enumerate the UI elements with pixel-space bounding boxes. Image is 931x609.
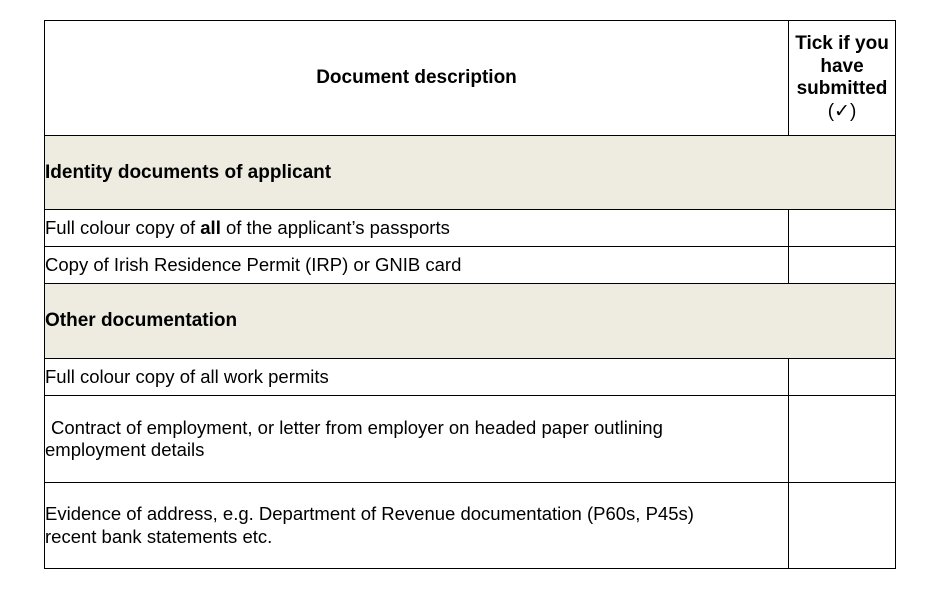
tick-header-line-1: Tick if you bbox=[795, 33, 889, 54]
document-description-cell: Full colour copy of all work permits bbox=[45, 359, 789, 396]
section-title-other: Other documentation bbox=[45, 284, 896, 359]
tick-header-line-2: have bbox=[820, 55, 864, 77]
document-description-cell bbox=[45, 210, 789, 247]
section-title-identity: Identity documents of applicant bbox=[45, 136, 896, 210]
desc-line-1: Evidence of address, e.g. Department of Revenue documentation (P60s, P45s) bbox=[45, 503, 694, 524]
tick-column-header bbox=[789, 21, 896, 136]
table-row bbox=[45, 359, 896, 396]
table-header-row bbox=[45, 21, 896, 136]
table-row bbox=[45, 483, 896, 569]
section-row-other bbox=[45, 284, 896, 359]
document-checklist-table bbox=[44, 20, 896, 569]
desc-text-bold: all bbox=[200, 216, 221, 238]
document-description-header: Document description bbox=[45, 21, 789, 136]
section-row-identity bbox=[45, 136, 896, 210]
desc-line-2: recent bank statements etc. bbox=[45, 525, 273, 547]
desc-text-after: of the applicant’s passports bbox=[220, 216, 450, 238]
tick-cell-work-permits[interactable] bbox=[789, 359, 896, 396]
tick-header-line-3: submitted bbox=[796, 78, 888, 99]
table-row bbox=[45, 247, 896, 284]
desc-text-before: Full colour copy of bbox=[45, 216, 201, 238]
tick-cell-address[interactable] bbox=[789, 483, 896, 569]
document-description-cell bbox=[45, 483, 789, 569]
tick-header-checkmark: (✓) bbox=[827, 100, 857, 122]
desc-line-1: Contract of employment, or letter from employer on headed paper outlining bbox=[51, 416, 663, 438]
table-row bbox=[45, 396, 896, 483]
tick-cell-irp[interactable] bbox=[789, 247, 896, 284]
tick-cell-passports[interactable] bbox=[789, 210, 896, 247]
document-description-cell: Copy of Irish Residence Permit (IRP) or GNIB card bbox=[45, 247, 789, 284]
table-row bbox=[45, 210, 896, 247]
document-description-cell bbox=[45, 396, 789, 483]
tick-cell-employment[interactable] bbox=[789, 396, 896, 483]
desc-line-2: employment details bbox=[45, 439, 205, 460]
